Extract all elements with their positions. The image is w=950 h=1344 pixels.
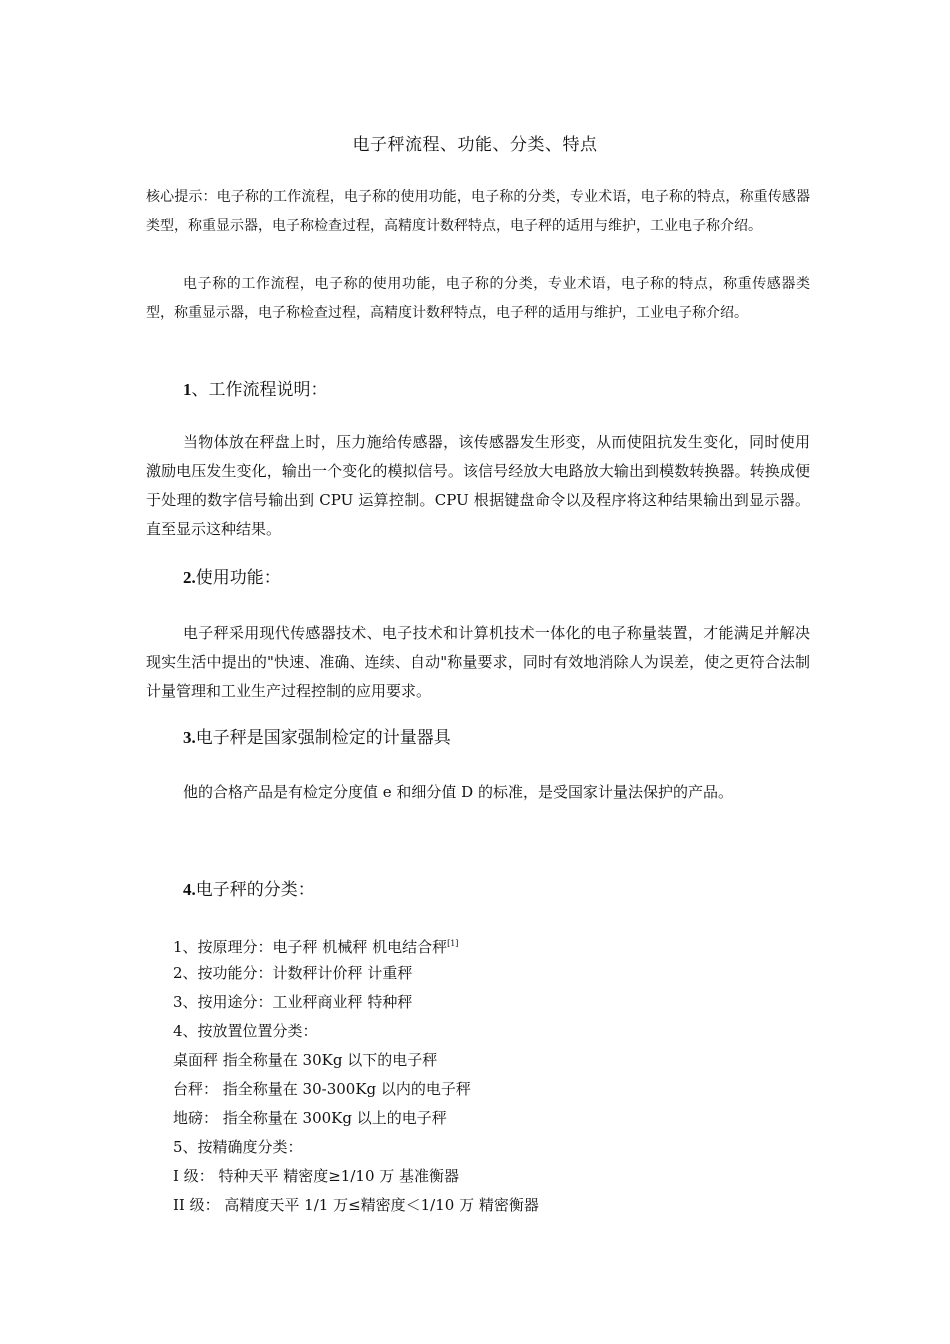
- list-item: II 级： 高精度天平 1/1 万≤精密度＜1/10 万 精密衡器: [173, 1196, 539, 1214]
- section-title: 电子秤的分类：: [195, 880, 315, 900]
- section-title: 、工作流程说明：: [191, 380, 328, 400]
- section-number: 1: [183, 380, 192, 399]
- section-1-body: 当物体放在秤盘上时，压力施给传感器，该传感器发生形变，从而使阻抗发生变化，同时使用激励电压发生变化，输出一个变化的模拟信号。该信号经放大电路放大输出到模数转换器。转换成便于处理的数字信号输出到 CPU 运算控制。CPU 根据键盘命令以及程序将这种结果输出到显示器。直至显示这种结果。: [146, 433, 810, 538]
- list-item: 桌面秤 指全称量在 30Kg 以下的电子秤: [173, 1051, 438, 1069]
- section-2-heading: [183, 565, 281, 591]
- intro-paragraph: 电子称的工作流程，电子称的使用功能，电子称的分类，专业术语，电子称的特点，称重传感器类型，称重显示器，电子称检查过程，高精度计数秤特点，电子秤的适用与维护，工业电子称介绍。: [146, 276, 810, 321]
- document-title: 电子秤流程、功能、分类、特点: [352, 135, 598, 155]
- list-item: 台秤： 指全称量在 30-300Kg 以内的电子秤: [173, 1080, 471, 1098]
- list-item: 1、按原理分：电子秤 机械秤 机电结合秤[1]: [173, 938, 459, 956]
- list-item: 3、按用途分：工业秤商业秤 特种秤: [173, 993, 413, 1011]
- section-3-body: 他的合格产品是有检定分度值 e 和细分值 D 的标准，是受国家计量法保护的产品。: [183, 783, 733, 801]
- list-item: 2、按功能分：计数秤计价秤 计重秤: [173, 964, 413, 982]
- section-3-heading: [183, 725, 451, 751]
- section-number: 3.: [183, 728, 196, 747]
- section-number: 4.: [183, 880, 196, 899]
- section-4-heading: [183, 877, 315, 903]
- list-item: 5、按精确度分类：: [173, 1138, 303, 1156]
- section-title: 电子秤是国家强制检定的计量器具: [195, 728, 451, 748]
- section-1-heading: [183, 377, 328, 403]
- footnote-marker: [1]: [447, 939, 459, 948]
- section-2-body: 电子秤采用现代传感器技术、电子技术和计算机技术一体化的电子称量装置，才能满足并解决现实生活中提出的"快速、准确、连续、自动"称量要求，同时有效地消除人为误差，使之更符合法制计量管理和工业生产过程控制的应用要求。: [146, 624, 810, 700]
- section-title: 使用功能：: [195, 568, 281, 588]
- section-number: 2.: [183, 568, 196, 587]
- summary-paragraph: 核心提示：电子称的工作流程，电子称的使用功能，电子称的分类，专业术语，电子称的特点，称重传感器类型，称重显示器，电子称检查过程，高精度计数秤特点，电子秤的适用与维护，工业电子称介绍。: [146, 189, 810, 234]
- list-item: I 级： 特种天平 精密度≥1/10 万 基准衡器: [173, 1167, 460, 1185]
- list-item: 地磅： 指全称量在 300Kg 以上的电子秤: [173, 1109, 447, 1127]
- list-item: 4、按放置位置分类：: [173, 1022, 318, 1040]
